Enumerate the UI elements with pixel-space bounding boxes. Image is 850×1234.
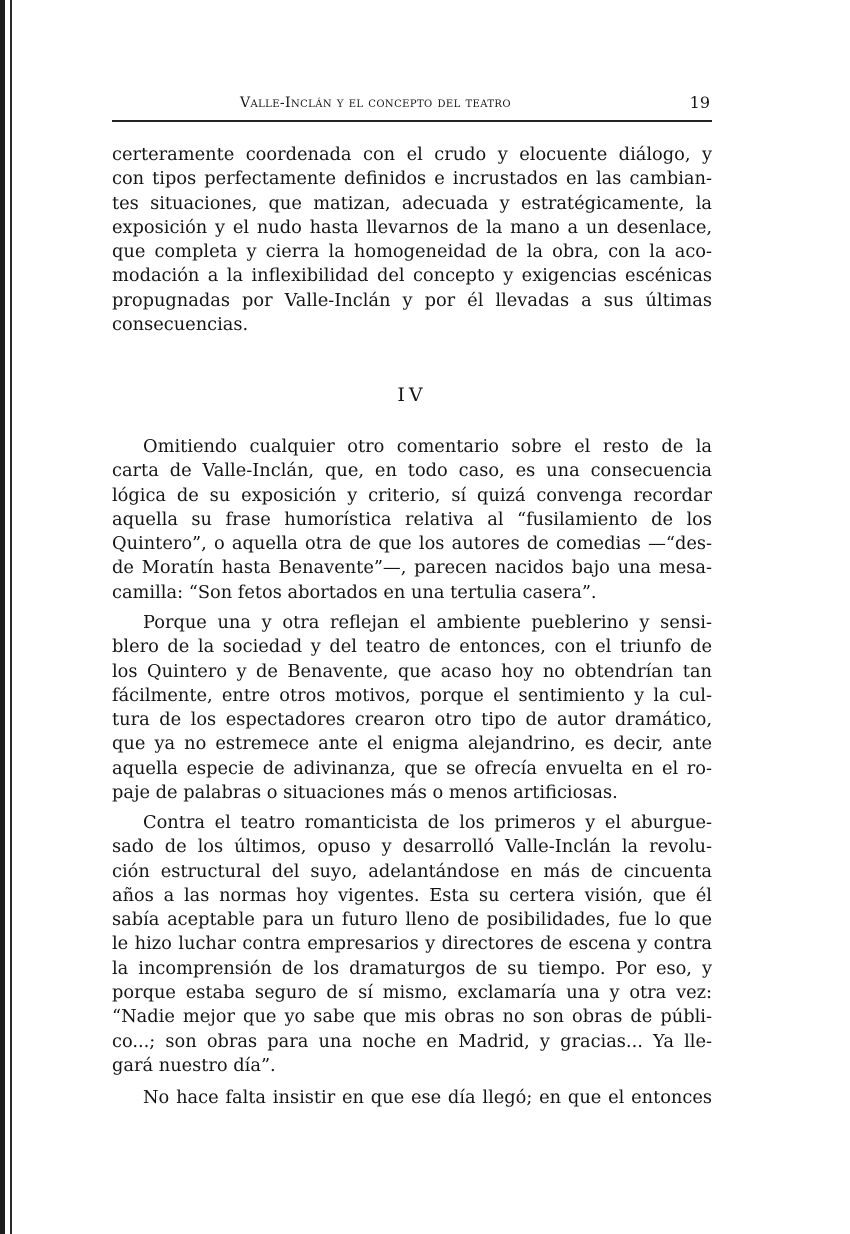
book-spine-edge (0, 0, 5, 1234)
text-line: No hace falta insistir en que ese día llegó; en que el entonces (143, 1087, 712, 1108)
paragraph-2 (112, 611, 712, 805)
text-line: carta de Valle-Inclán, que, en todo caso, es una consecuencia (112, 460, 712, 482)
text-line: Quintero”, o aquella otra de que los autores de comedias —“des- (112, 533, 712, 555)
text-line: lógica de su exposición y criterio, sí quizá convenga recordar (112, 484, 712, 506)
text-line: de Moratín hasta Benavente”—, parecen nacidos bajo una mesa- (112, 557, 712, 579)
page-number: 19 (689, 93, 710, 112)
text-line: paje de palabras o situaciones más o menos artificiosas. (112, 782, 618, 804)
text-line: propugnadas por Valle-Inclán y por él llevadas a sus últimas (112, 289, 712, 311)
text-line: que completa y cierra la homogeneidad de la obra, con la aco- (112, 241, 712, 263)
running-title: Valle-Inclán y el concepto del teatro (240, 95, 511, 111)
text-line: con tipos perfectamente definidos e incrustados en las cambian- (112, 168, 712, 190)
text-line: co...; son obras para una noche en Madrid, y gracias... Ya lle- (112, 1030, 712, 1052)
text-line: Contra el teatro romanticista de los primeros y el aburgue- (143, 812, 712, 833)
text-line: Porque una y otra reflejan el ambiente pueblerino y sensi- (143, 612, 712, 633)
text-line: los Quintero y de Benavente, que acaso hoy no obtendrían tan (112, 660, 712, 682)
text-line: exposición y el nudo hasta llevarnos de la mano a un desenlace, (112, 216, 712, 238)
section-heading: IV (397, 384, 427, 406)
text-line: le hizo luchar contra empresarios y directores de escena y contra (112, 933, 712, 955)
text-line: Omitiendo cualquier otro comentario sobre el resto de la (143, 436, 712, 457)
text-line: tes situaciones, que matizan, adecuada y estratégicamente, la (112, 192, 712, 214)
text-line: blero de la sociedad y del teatro de entonces, con el triunfo de (112, 636, 712, 658)
paragraph-3 (112, 811, 712, 1078)
paragraph-4 (112, 1086, 712, 1110)
text-line: que ya no estremece ante el enigma alejandrino, es decir, ante (112, 733, 712, 755)
text-line: gará nuestro día”. (112, 1054, 276, 1076)
text-line: certeramente coordenada con el crudo y elocuente diálogo, y (112, 144, 712, 165)
text-line: fácilmente, entre otros motivos, porque el sentimiento y la cul- (112, 684, 712, 706)
text-line: porque estaba seguro de sí mismo, exclamaría una y otra vez: (112, 982, 712, 1004)
text-line: camilla: “Son fetos abortados en una tertulia casera”. (112, 581, 597, 603)
text-line: la incomprensión de los dramaturgos de su tiempo. Por eso, y (112, 957, 712, 979)
text-line: años a las normas hoy vigentes. Esta su certera visión, que él (112, 884, 712, 906)
text-line: consecuencias. (112, 314, 249, 336)
text-line: tura de los espectadores crearon otro tipo de autor dramático, (112, 709, 712, 731)
text-line: aquella su frase humorística relativa al “fusilamiento de los (112, 508, 712, 530)
text-line: ción estructural del suyo, adelantándose en más de cincuenta (112, 860, 712, 882)
intro-paragraph (112, 143, 712, 337)
paragraph-1 (112, 435, 712, 605)
text-line: sado de los últimos, opuso y desarrolló Valle-Inclán la revolu- (112, 836, 712, 858)
header-rule (112, 120, 712, 122)
text-line: “Nadie mejor que yo sabe que mis obras no son obras de públi- (112, 1006, 712, 1028)
page-header (112, 92, 712, 120)
text-line: modación a la inflexibilidad del concepto y exigencias escénicas (112, 265, 712, 287)
text-line: aquella especie de adivinanza, que se ofrecía envuelta en el ro- (112, 757, 712, 779)
book-gutter-line (10, 0, 12, 1234)
text-line: sabía aceptable para un futuro lleno de posibilidades, fue lo que (112, 909, 712, 931)
